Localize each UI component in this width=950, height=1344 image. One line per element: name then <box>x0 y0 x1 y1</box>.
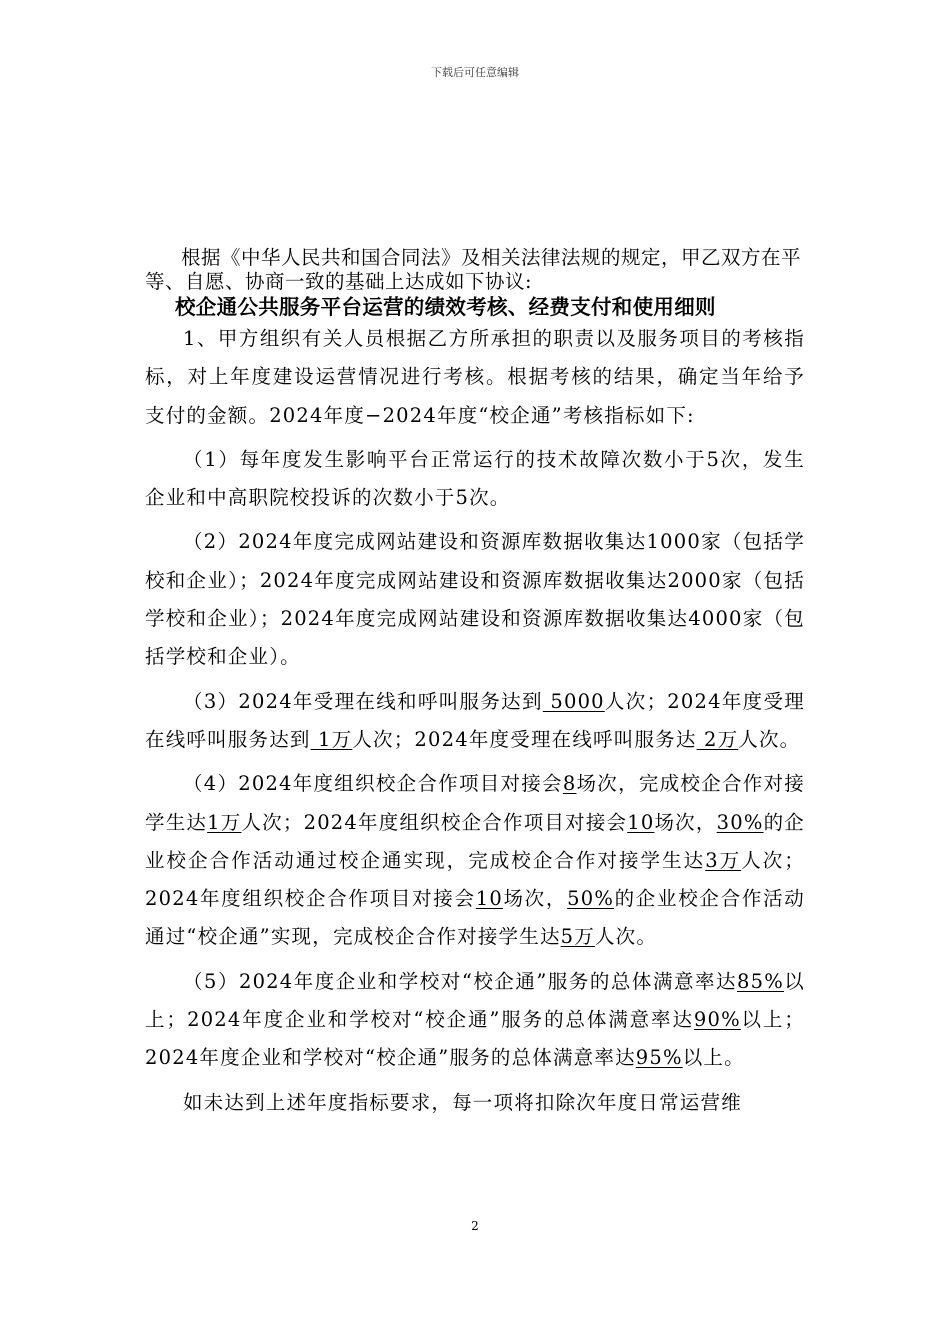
text-run: 的企业校企合作活动通过“校企通”实现，完成校企合作对接学生达 <box>145 887 805 949</box>
text-run: 人次。 <box>738 727 801 751</box>
item-4-paragraph <box>145 765 805 956</box>
underlined-value: 3万 <box>705 848 742 872</box>
underlined-value: 10 <box>475 887 503 911</box>
closing-paragraph: 如未达到上述年度指标要求，每一项将扣除次年度日常运营维 <box>183 1090 742 1114</box>
underlined-value: 8 <box>562 772 577 796</box>
text-run: 人次；2024年度受理在线呼叫服务达 <box>352 727 697 751</box>
text-run: （5）2024年度企业和学校对“校企通”服务的总体满意率达 <box>183 969 738 993</box>
text-run: 场次， <box>654 810 717 834</box>
text-run: 场次， <box>502 887 568 911</box>
underlined-value: 50% <box>567 887 615 911</box>
text-run: 人次；2024年度组织校企合作项目对接会 <box>145 848 805 911</box>
underlined-value: 30% <box>716 810 764 834</box>
text-run: 的企业校企合作活动通过校企通实现，完成校企合作对接学生达 <box>145 810 805 872</box>
underlined-value: 95% <box>635 1046 683 1070</box>
section-heading: 校企通公共服务平台运营的绩效考核、经费支付和使用细则 <box>175 295 716 319</box>
underlined-value: 1万 <box>310 727 353 751</box>
text-run: 以上；2024年度企业和学校对“校企通”服务的总体满意率达 <box>145 1008 805 1070</box>
underlined-value: 5万 <box>560 925 595 949</box>
page-number: 2 <box>471 1219 479 1233</box>
text-run: （3）2024年受理在线和呼叫服务达到 <box>183 689 543 713</box>
underlined-value: 85% <box>737 969 784 993</box>
underlined-value: 10 <box>627 810 655 834</box>
text-run: 场次，完成校企合作对接学生达 <box>145 772 805 834</box>
underlined-value: 1万 <box>207 810 242 834</box>
text-run: 以上；2024年度企业和学校对“校企通”服务的总体满意率达 <box>145 969 806 1032</box>
item-5-paragraph <box>145 963 805 1078</box>
text-run: 人次。 <box>594 925 658 949</box>
intro-paragraph: 根据《中华人民共和国合同法》及相关法律法规的规定，甲乙双方在平等、自愿、协商一致的基础上达成如下协议: <box>145 246 802 293</box>
underlined-value: 2万 <box>696 727 739 751</box>
clause-1-paragraph: 1、甲方组织有关人员根据乙方所承担的职责以及服务项目的考核指标，对上年度建设运营情况进行考核。根据考核的结果，确定当年给予支付的金额。2024年度−2024年度“校企通”考核指标如下: <box>145 327 805 427</box>
underlined-value: 90% <box>693 1008 741 1032</box>
item-2-paragraph: （2）2024年度完成网站建设和资源库数据收集达1000家（包括学校和企业）；2024年度完成网站建设和资源库数据收集达2000家（包括学校和企业）；2024年度完成网站建设和资源库数据收集达4000家（包括学校和企业）。 <box>145 530 805 669</box>
text-run: 人次；2024年度组织校企合作项目对接会 <box>241 810 628 834</box>
text-run: （4）2024年度组织校企合作项目对接会 <box>183 772 563 796</box>
document-body <box>145 246 805 1122</box>
underlined-value: 5000 <box>542 689 605 713</box>
text-run: 以上。 <box>682 1046 745 1070</box>
item-3-paragraph <box>145 683 805 760</box>
text-run: 人次；2024年度受理在线呼叫服务达到 <box>145 689 805 751</box>
page-header: 下载后可任意编辑 <box>431 66 519 79</box>
item-1-paragraph: （1）每年度发生影响平台正常运行的技术故障次数小于5次，发生企业和中高职院校投诉的次数小于5次。 <box>145 447 805 510</box>
